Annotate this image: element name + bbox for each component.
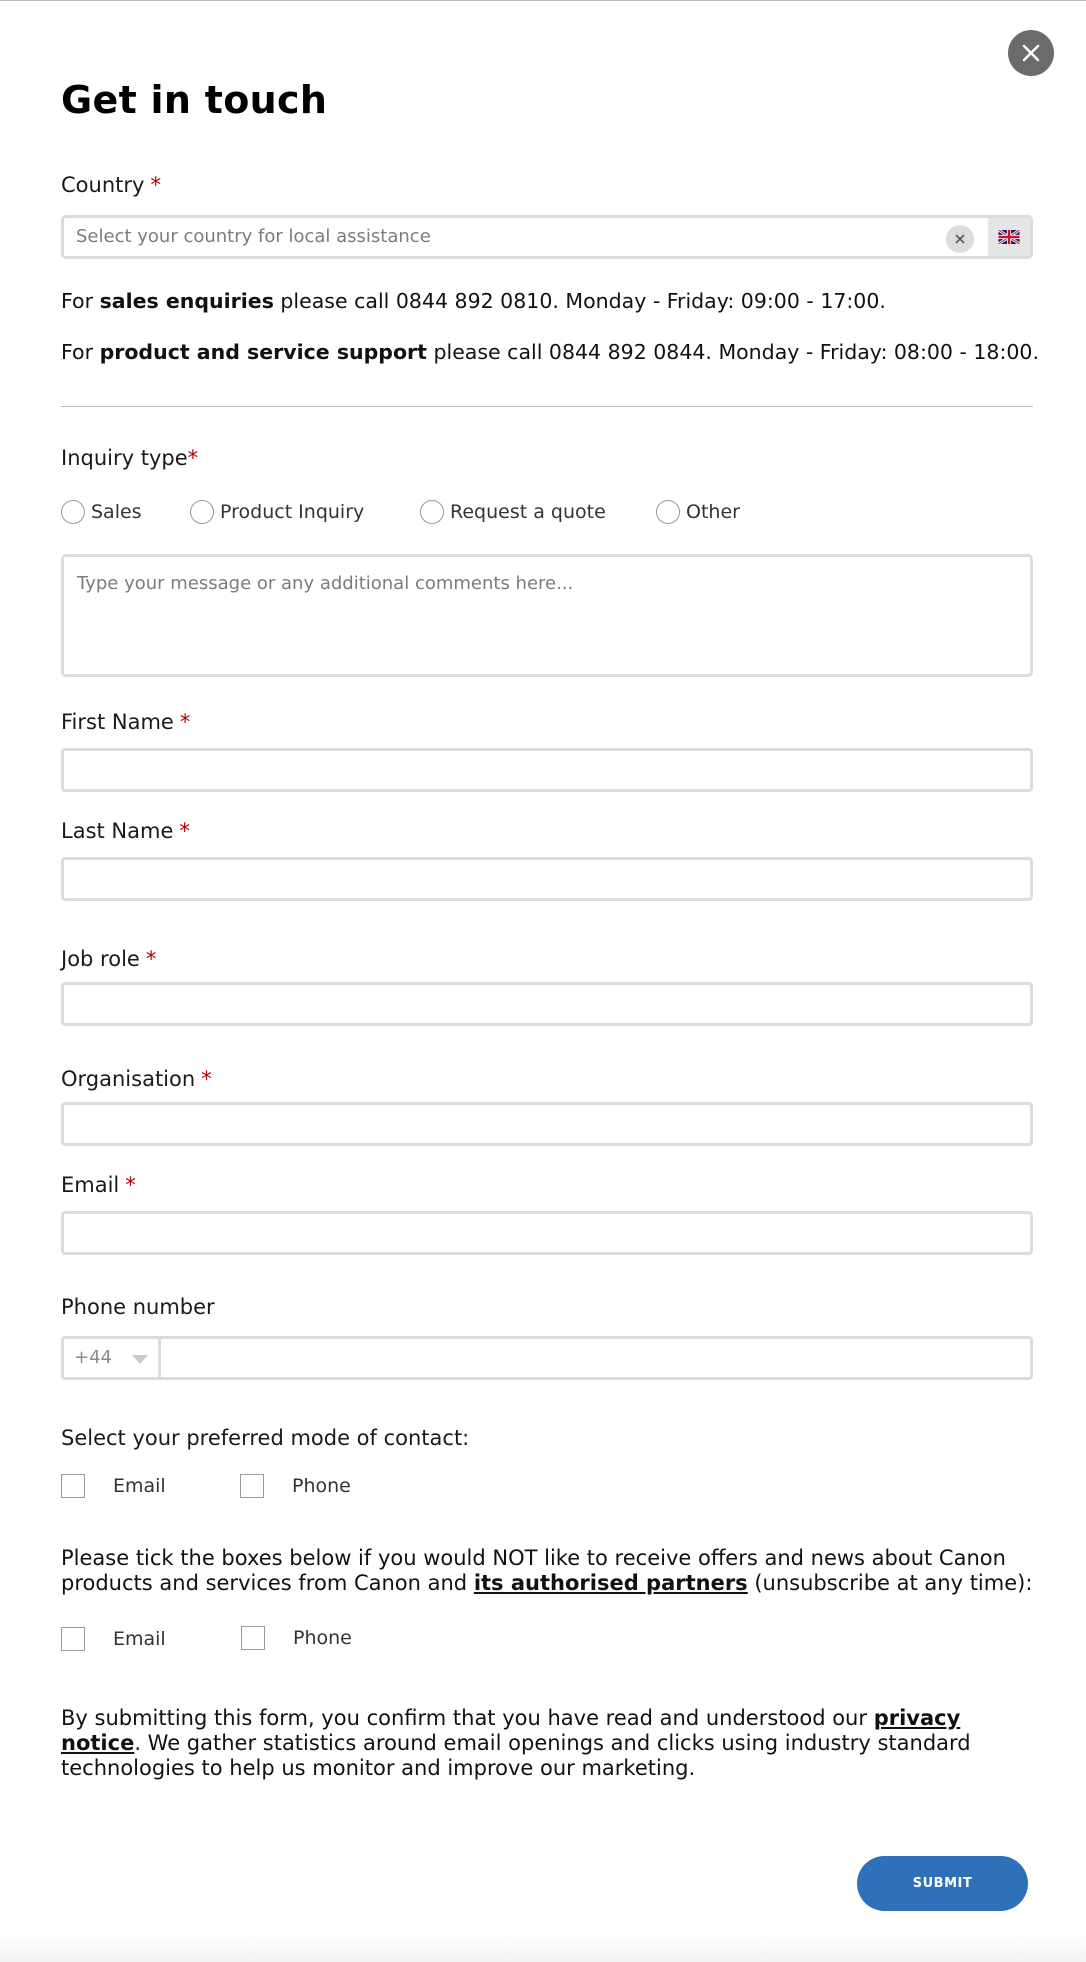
checkbox[interactable] (61, 1627, 85, 1651)
inquiry-type-label (61, 446, 198, 470)
country-flag-button[interactable] (988, 218, 1030, 256)
radio-button[interactable] (420, 500, 444, 524)
required-mark: * (150, 173, 161, 197)
last-name-label (61, 819, 190, 843)
contact-mode-label: Select your preferred mode of contact: (61, 1426, 470, 1450)
contact-mode-email[interactable] (61, 1474, 166, 1498)
sales-info (61, 289, 886, 313)
organisation-label (61, 1067, 212, 1091)
checkbox-label: Email (113, 1475, 166, 1497)
phone-label (61, 1295, 215, 1319)
radio-sales[interactable] (61, 499, 142, 525)
support-info (61, 340, 1039, 364)
required-mark: * (145, 947, 157, 971)
submit-button[interactable]: SUBMIT (857, 1856, 1028, 1911)
country-label-text: Country (61, 173, 145, 197)
support-info-prefix: For (61, 340, 100, 364)
inquiry-type-label-text: Inquiry type (61, 446, 188, 470)
required-mark: * (201, 1067, 212, 1091)
radio-label: Sales (91, 501, 142, 523)
top-border (0, 0, 1086, 1)
email-input[interactable] (61, 1211, 1033, 1255)
sales-info-bold: sales enquiries (99, 289, 274, 313)
job-role-input[interactable] (61, 982, 1033, 1026)
country-label (61, 173, 161, 197)
country-placeholder: Select your country for local assistance (76, 226, 431, 247)
radio-product-inquiry[interactable] (190, 499, 364, 525)
clear-country-button[interactable] (946, 225, 974, 253)
radio-button[interactable] (61, 500, 85, 524)
contact-mode-phone[interactable] (240, 1474, 351, 1498)
last-name-label-text: Last Name (61, 819, 174, 843)
last-name-input[interactable] (61, 857, 1033, 901)
email-label (61, 1173, 136, 1197)
organisation-label-text: Organisation (61, 1067, 196, 1091)
radio-label: Other (686, 501, 740, 523)
authorised-partners-link[interactable]: its authorised partners (473, 1571, 748, 1595)
email-label-text: Email (61, 1173, 120, 1197)
checkbox[interactable] (61, 1474, 85, 1498)
message-placeholder: Type your message or any additional comments here... (77, 573, 574, 594)
optout-text (61, 1546, 1041, 1596)
privacy-text-before: By submitting this form, you confirm that you have read and understood our (61, 1706, 874, 1730)
radio-button[interactable] (656, 500, 680, 524)
phone-field (61, 1336, 1033, 1380)
first-name-label (61, 710, 190, 734)
divider (61, 406, 1033, 407)
phone-label-text: Phone number (61, 1295, 215, 1319)
optout-phone[interactable] (241, 1626, 352, 1650)
phone-input[interactable] (164, 1339, 1030, 1377)
job-role-label (61, 947, 156, 971)
radio-button[interactable] (190, 500, 214, 524)
sales-info-prefix: For (61, 289, 100, 313)
privacy-text-after: . We gather statistics around email openings and clicks using industry standard technologies to help us monitor and improve our marketing. (61, 1731, 971, 1780)
country-code-value: +44 (74, 1347, 112, 1368)
country-code-select[interactable] (64, 1339, 161, 1377)
close-icon (1021, 43, 1041, 63)
optout-email[interactable] (61, 1627, 166, 1651)
checkbox-label: Email (113, 1628, 166, 1650)
job-role-label-text: Job role (61, 947, 140, 971)
support-info-bold: product and service support (99, 340, 427, 364)
message-textarea[interactable] (61, 554, 1033, 677)
optout-text-before: Please tick the boxes below if you would NOT like to receive offers and news about Canon products and services from Canon and (61, 1546, 1006, 1595)
required-mark: * (125, 1173, 136, 1197)
radio-label: Product Inquiry (220, 501, 365, 523)
optout-text-after: (unsubscribe at any time): (747, 1571, 1033, 1595)
checkbox[interactable] (240, 1474, 264, 1498)
required-mark: * (179, 710, 191, 734)
radio-request-quote[interactable] (420, 499, 606, 525)
privacy-notice-link[interactable]: privacy notice (61, 1706, 961, 1755)
page-title: Get in touch (61, 78, 328, 122)
support-info-suffix: please call 0844 892 0844. Monday - Friday: 08:00 - 18:00. (426, 340, 1039, 364)
first-name-input[interactable] (61, 748, 1033, 792)
checkbox[interactable] (241, 1626, 265, 1650)
checkbox-label: Phone (292, 1475, 351, 1497)
bottom-fade (0, 1930, 1086, 1962)
radio-other[interactable] (656, 499, 740, 525)
required-mark: * (179, 819, 190, 843)
sales-info-suffix: please call 0844 892 0810. Monday - Friday: 09:00 - 17:00. (273, 289, 886, 313)
close-button[interactable] (1008, 30, 1054, 76)
chevron-down-icon (132, 1355, 148, 1364)
checkbox-label: Phone (293, 1627, 352, 1649)
organisation-input[interactable] (61, 1102, 1033, 1146)
privacy-text (61, 1706, 1041, 1781)
first-name-label-text: First Name (61, 710, 174, 734)
uk-flag-icon (998, 230, 1020, 244)
clear-icon (954, 233, 966, 245)
required-mark: * (187, 446, 199, 470)
country-select[interactable] (61, 215, 1033, 259)
radio-label: Request a quote (450, 501, 606, 523)
